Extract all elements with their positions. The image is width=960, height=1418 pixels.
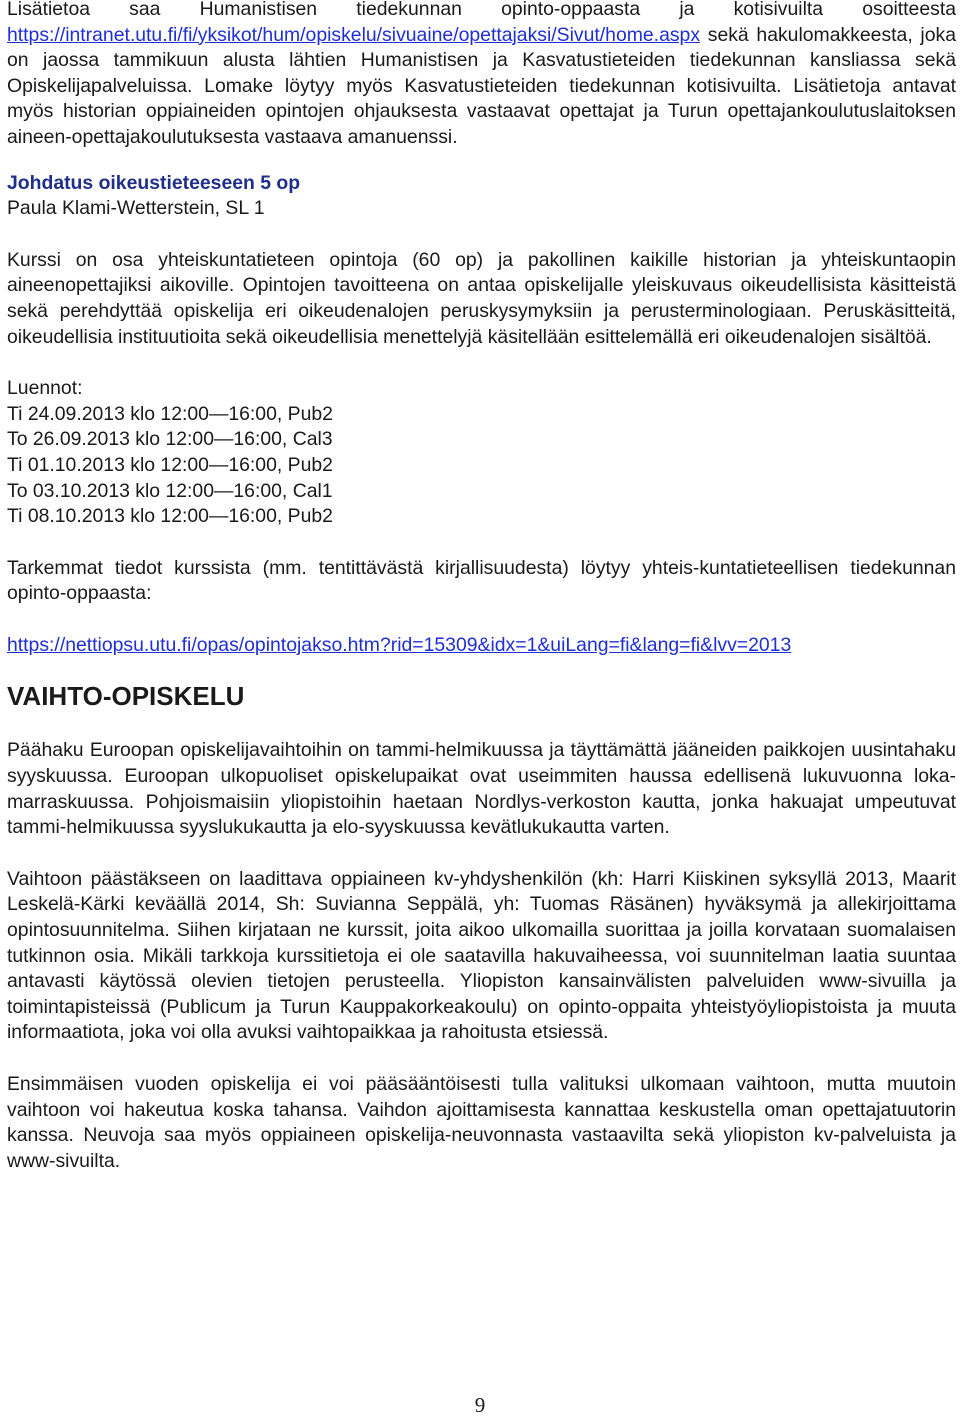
nettiopsu-link[interactable]: https://nettiopsu.utu.fi/opas/opintojakso.htm?rid=15309&idx=1&uiLang=fi&lang=fi&lvv=2013 [7, 633, 792, 656]
exchange-paragraph-2: Vaihtoon päästäkseen on laadittava oppiaineen kv-yhdyshenkilön (kh: Harri Kiiskinen syksyllä 2013, Maarit Leskelä-Kärki keväällä 2014, Sh: Suvianna Seppälä, yh: Tuomas Räsänen) hyväksymä ja allekirjoittama opintosuunnitelma. Siihen kirjataan ne kurssit, joita aikoo ulkomailla suorittaa ja joilla korvataan suomalaisen tutkinnon osia. Mikäli tarkkoja kurssitietoja ei ole saatavilla hakuvaiheessa, voi suunnitelman laatia suuntaa antavasti käytössä olevien tietojen perusteella. Yliopiston kansainvälisten palveluiden www-sivuilla ja toimintapisteissä (Publicum ja Turun Kauppakorkeakoulu) on opinto-oppaita yhteistyöyliopistoista ja muuta informaatiota, joka voi olla avuksi vaihtopaikkaa ja rahoitusta etsiessä. [7, 867, 956, 1044]
course-teacher: Paula Klami-Wetterstein, SL 1 [7, 197, 265, 220]
intro-paragraph [7, 0, 956, 151]
document-page [7, 0, 956, 1174]
lecture-list [7, 402, 956, 530]
exchange-paragraph-3: Ensimmäisen vuoden opiskelija ei voi pääsääntöisesti tulla valituksi ulkomaan vaihtoon, mutta muutoin vaihtoon voi hakeutua koska tahansa. Vaihdon ajoittamisesta kannattaa keskustella oman opettajatuutorin kanssa. Neuvoja saa myös oppiaineen opiskelija-neuvonnasta vastaavilta sekä yliopiston kv-palveluista ja www-sivuilta. [7, 1073, 956, 1172]
lecture-item: Ti 01.10.2013 klo 12:00—16:00, Pub2 [7, 453, 333, 476]
course-title: Johdatus oikeustieteeseen 5 op [7, 171, 301, 194]
intro-text: Lisätietoa saa Humanistisen tiedekunnan opinto-oppaasta ja kotisivuilta osoitteesta [7, 0, 956, 20]
lectures-label: Luennot: [7, 377, 83, 400]
exchange-section [7, 680, 956, 1174]
intranet-link[interactable]: https://intranet.utu.fi/fi/yksikot/hum/opiskelu/sivuaine/opettajaksi/Sivut/home.aspx [7, 23, 701, 46]
course-link-line [7, 633, 956, 659]
course-section [7, 171, 956, 659]
page-number: 9 [474, 1393, 486, 1417]
exchange-paragraph-1: Päähaku Euroopan opiskelijavaihtoihin on tammi-helmikuussa ja täyttämättä jääneiden paikkojen uusintahaku syyskuussa. Euroopan ulkopuoliset opiskelupaikat ovat useimmiten haussa edellisenä lukuvuonna loka-marraskuussa. Pohjoismaisiin yliopistoihin haetaan Nordlys-verkoston kautta, jonka hakuajat umpeutuvat tammi-helmikuussa syyslukukautta ja elo-syyskuussa kevätlukukautta varten. [7, 739, 956, 839]
lecture-item: To 03.10.2013 klo 12:00—16:00, Cal1 [7, 479, 333, 502]
exchange-heading: VAIHTO-OPISKELU [7, 681, 245, 712]
lecture-item: To 26.09.2013 klo 12:00—16:00, Cal3 [7, 428, 333, 451]
lecture-item: Ti 08.10.2013 klo 12:00—16:00, Pub2 [7, 505, 333, 528]
course-description: Kurssi on osa yhteiskuntatieteen opintoja (60 op) ja pakollinen kaikille historian ja yhteiskuntaopin aineenopettajiksi aikoville. Opintojen tavoitteena on antaa opiskelijalle yleiskuvaus oikeudellisista käsitteistä sekä perehdyttää opiskelija eri oikeudenalojen peruskysymyksiin ja perusterminologiaan. Peruskäsitteitä, oikeudellisia instituutioita sekä oikeudellisia menettelyjä käsitellään esittelemällä eri oikeudenalojen sisältöä. [7, 248, 956, 348]
course-more-info: Tarkemmat tiedot kurssista (mm. tentittävästä kirjallisuudesta) löytyy yhteis-kuntatieteellisen tiedekunnan opinto-oppaasta: [7, 556, 956, 605]
lecture-item: Ti 24.09.2013 klo 12:00—16:00, Pub2 [7, 402, 333, 425]
intro-text-continued: sekä hakulomakkeesta, joka on jaossa tammikuun alusta lähtien Humanistisen ja Kasvatustieteiden tiedekunnan kansliassa sekä Opiskelijapalveluissa. Lomake löytyy myös Kasvatustieteiden tiedekunnan kotisivuilta. Lisätietoja antavat myös historian oppiaineiden opintojen ohjauksesta vastaavat opettajat ja Turun opettajankoulutuslaitoksen aineen-opettajakoulutuksesta vastaava amanuenssi. [7, 23, 956, 148]
